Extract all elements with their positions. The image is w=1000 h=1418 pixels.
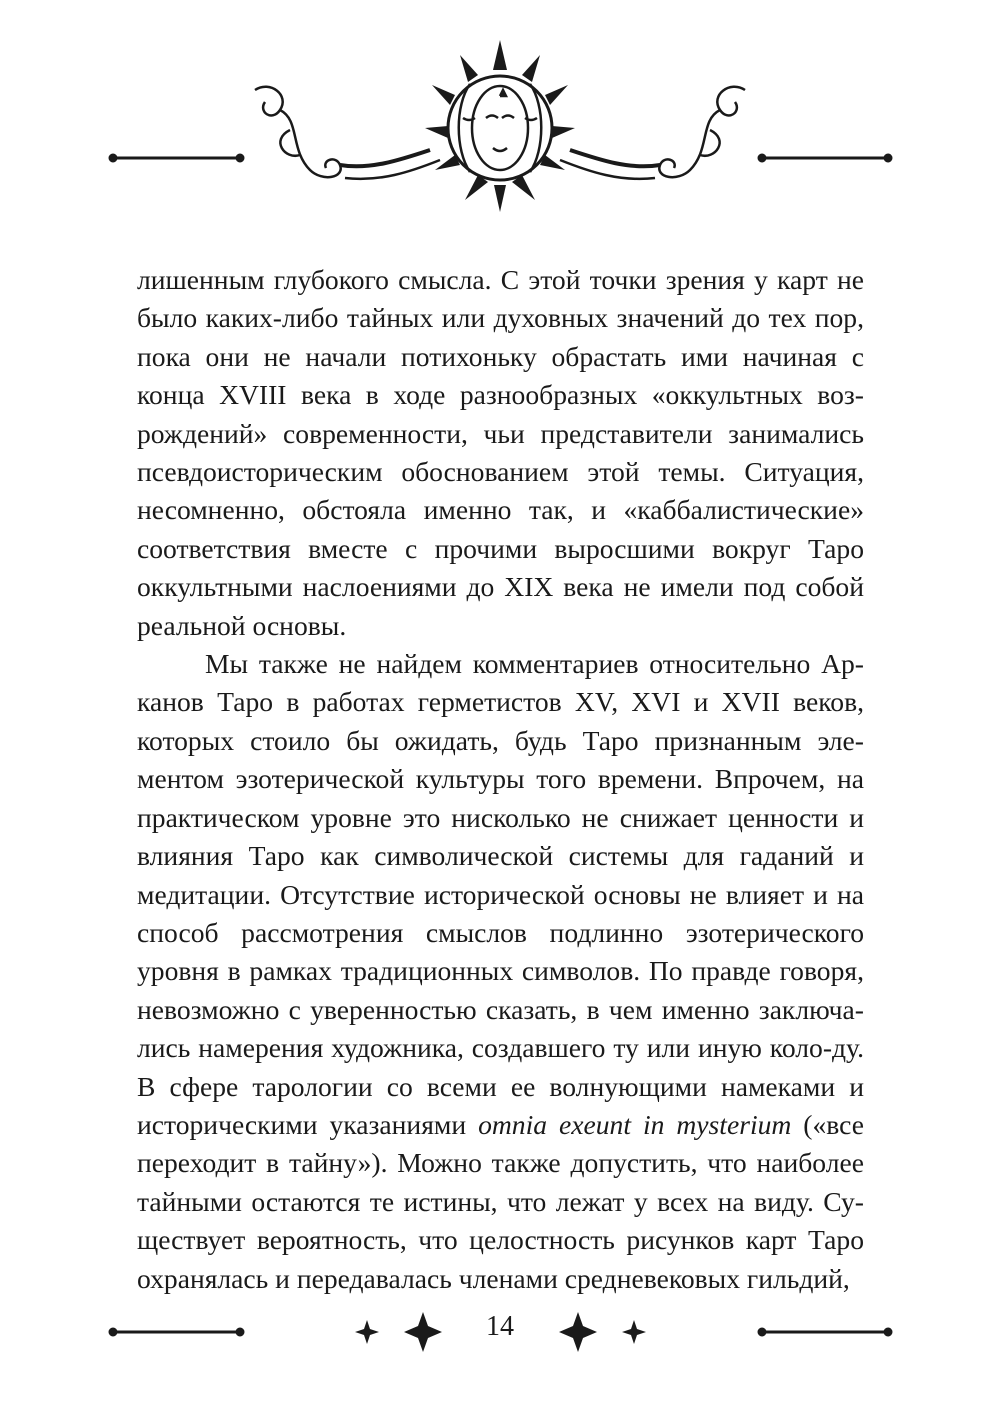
star-icon [559, 1312, 597, 1352]
header-rule-left [109, 154, 244, 162]
paragraph-1-line: лишенным глубокого смысла. С этой точки зрения у карт не было каких-либо тайных или духовных значений до тех пор, пока они не начали потихоньку обрастать ими начиная с конца XVIII века в ходе разнообразных «оккультных воз- [137, 264, 864, 411]
paragraph-2-segment: лись намерения художника, создавшего ту или иную коло- [137, 1032, 833, 1064]
star-icon [404, 1312, 442, 1352]
footer-rule-right [758, 1328, 892, 1336]
paragraph-2-segment: («все переходит в тайну»). Можно также допустить, что наиболее тайными остаются те истины, что лежат у всех на виду. Су- [137, 1108, 864, 1217]
latin-phrase: omnia exeunt in mysterium [478, 1108, 792, 1140]
paragraph-2-segment: канов Таро в работах герметистов XV, XVI и XVII веков, которых стоило бы ожидать, будь Таро признанным эле- [137, 686, 864, 756]
scroll-flourish-right-icon [560, 87, 745, 179]
header-rule-right [758, 154, 892, 162]
paragraph-1-line: рождений» современности, чьи представители занимались псевдоисторическим обоснованием этой темы. Ситуация, несомненно, обстояла именно так, и «каббалистические» соответствия вместе с прочими выросшими вокруг Таро оккультными наслоениями до XIX века не имели под собой реальной основы. [137, 417, 864, 641]
body-text [137, 261, 864, 1298]
paragraph-2 [137, 645, 864, 1298]
star-icon [355, 1320, 379, 1344]
paragraph-2-segment: ду. В сфере тарологии со всеми ее волнующими намеками и историческими указаниями [137, 1032, 864, 1140]
paragraph-1 [137, 261, 864, 645]
scroll-flourish-left-icon [255, 87, 440, 179]
paragraph-2-segment: ществует вероятность, что целостность рисунков карт Таро охранялась и передавалась членами средневековых гильдий, [137, 1224, 864, 1294]
page-number: 14 [486, 1311, 514, 1342]
footer-rule-left [109, 1328, 244, 1336]
sun-moon-faces-icon [425, 40, 575, 212]
header-ornament [0, 0, 1000, 240]
star-icon [622, 1320, 646, 1344]
paragraph-2-segment: Мы также не найдем комментариев относительно Ар- [205, 648, 864, 680]
paragraph-2-segment: ментом эзотерической культуры того времени. Впрочем, на практическом уровне это нисколько не снижает ценности и влияния Таро как символической системы для гаданий и медитации. Отсутствие исторической основы не влияет и на способ рассмотрения смыслов подлинно эзотерического уровня в рамках традиционных символов. По правде говоря, невозможно с уверенностью сказать, в чем именно заключа- [137, 763, 864, 1025]
